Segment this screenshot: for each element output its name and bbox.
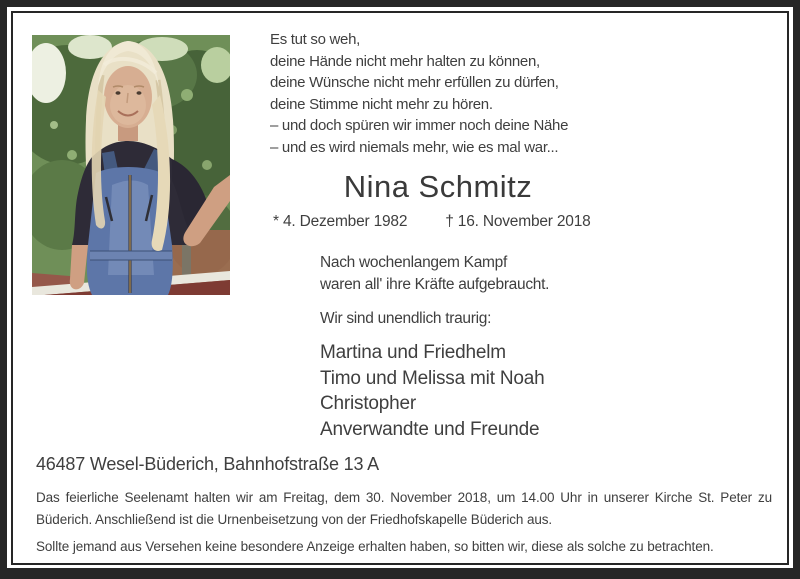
poem-line: – und es wird niemals mehr, wie es mal war... (270, 138, 559, 156)
poem-line: deine Wünsche nicht mehr erfüllen zu dürfen, (270, 74, 559, 91)
tribute-line: waren all' ihre Kräfte aufgebraucht. (320, 276, 550, 293)
poem-line: – und doch spüren wir immer noch deine Nähe (270, 117, 569, 134)
life-dates (273, 213, 591, 231)
birth-date: * 4. Dezember 1982 (273, 213, 408, 230)
mourner: Christopher (320, 393, 417, 414)
poem-line: deine Stimme nicht mehr zu hören. (270, 95, 493, 113)
tribute-line: Nach wochenlangem Kampf (320, 254, 507, 271)
mourner: Anverwandte und Freunde (320, 418, 540, 440)
farewell-poem (270, 29, 568, 158)
mourner: Martina und Friedhelm (320, 342, 506, 363)
mourners-list (320, 340, 545, 442)
service-information: Das feierliche Seelenamt halten wir am Freitag, dem 30. November 2018, um 14.00 Uhr in unserer Kirche St. Peter zu Büderich. Anschließend ist die Urnenbeisetzung von der Friedhofskapelle Büderich aus. (36, 490, 772, 527)
death-date: † 16. November 2018 (445, 213, 591, 230)
deceased-name: Nina Schmitz (343, 169, 533, 204)
poem-line: deine Hände nicht mehr halten zu können, (270, 52, 540, 70)
portrait-photo-illustration (32, 35, 230, 295)
tribute-text (320, 252, 549, 296)
mourning-intro: Wir sind unendlich traurig: (320, 310, 492, 327)
deceased-photo (32, 35, 230, 295)
notice-disclaimer: Sollte jemand aus Versehen keine besondere Anzeige erhalten haben, so bitten wir, diese als solche zu betrachten. (36, 539, 714, 554)
mourner: Timo und Melissa mit Noah (320, 367, 545, 389)
family-address: 46487 Wesel-Büderich, Bahnhofstraße 13 A (36, 454, 379, 474)
poem-line: Es tut so weh, (270, 31, 361, 48)
